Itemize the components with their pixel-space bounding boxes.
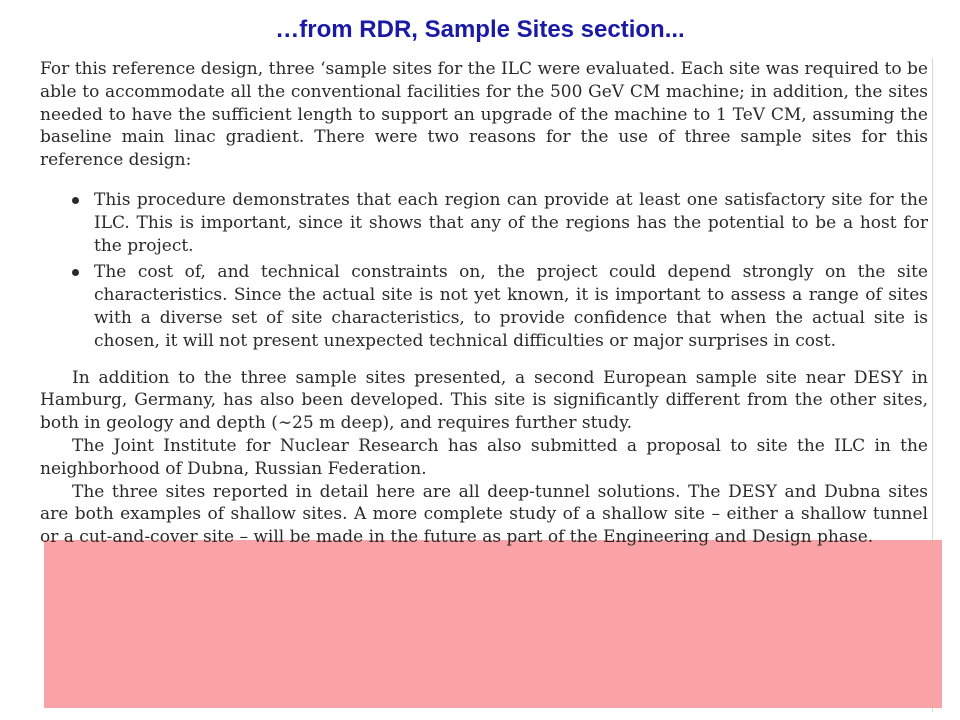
list-item bbox=[40, 189, 928, 257]
list-item bbox=[40, 261, 928, 352]
dubna-paragraph: The Joint Institute for Nuclear Research has also submitted a proposal to site the ILC in the neighborhood of Dubna, Russian Federation. bbox=[40, 435, 928, 479]
document-text bbox=[40, 58, 928, 549]
bullet-text: The cost of, and technical constraints on, the project could depend strongly on the site characteristics. Since the actual site is not yet known, it is important to assess a range of sites with a diverse set of site characteristics, to provide confidence that when the actual site is chosen, it will not present unexpected technical difficulties or major surprises in cost. bbox=[94, 262, 928, 351]
highlight-box bbox=[44, 540, 942, 708]
tunnel-paragraph: The three sites reported in detail here are all deep-tunnel solutions. The DESY and Dubna sites are both examples of shallow sites. A more complete study of a shallow site – either a shallow tunnel or a cut-and-cover site – will be made in the future as part of the Engineering and Design phase. bbox=[40, 481, 928, 548]
intro-paragraph: For this reference design, three ‘sample sites for the ILC were evaluated. Each site was required to be able to accommodate all the conventional facilities for the 500 GeV CM machine; in addition, the sites needed to have the sufficient length to support an upgrade of the machine to 1 TeV CM, assuming the baseline main linac gradient. There were two reasons for the use of three sample sites for this reference design: bbox=[40, 59, 928, 171]
bullet-text: This procedure demonstrates that each region can provide at least one satisfactory site for the ILC. This is important, since it shows that any of the regions has the potential to be a host for the project. bbox=[94, 189, 928, 256]
bullet-icon bbox=[72, 269, 79, 276]
bullet-icon bbox=[72, 197, 79, 204]
slide-title: …from RDR, Sample Sites section... bbox=[275, 16, 685, 43]
desy-paragraph: In addition to the three sample sites presented, a second European sample site near DESY in Hamburg, Germany, has also been developed. This site is significantly different from the other sites, both in geology and depth (∼25 m deep), and requires further study. bbox=[40, 367, 928, 434]
bullet-list bbox=[40, 189, 928, 353]
